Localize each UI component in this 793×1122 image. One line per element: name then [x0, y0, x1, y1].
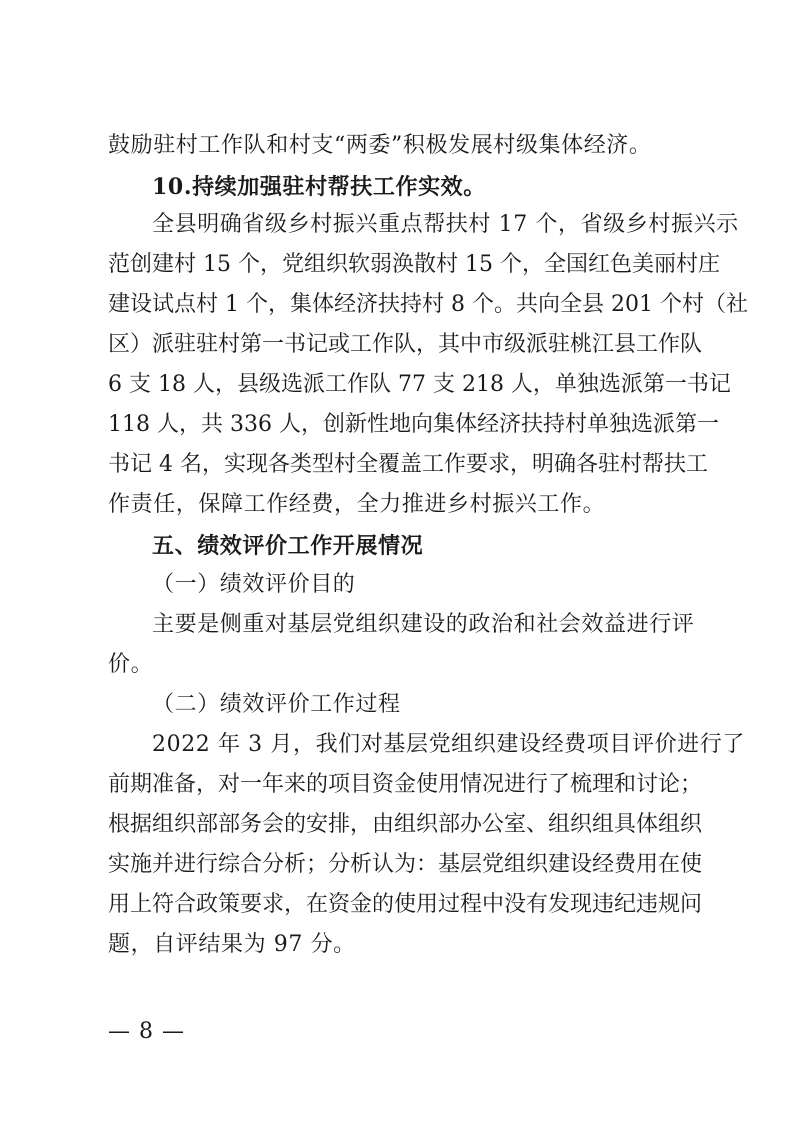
section-heading-10: 10.持续加强驻村帮扶工作实效。 — [152, 174, 486, 200]
paragraph-line: 2022 年 3 月，我们对基层党组织建设经费项目评价进行了 — [152, 732, 745, 757]
paragraph-line: 价。 — [108, 652, 154, 677]
paragraph-line: 书记 4 名，实现各类型村全覆盖工作要求，明确各驻村帮扶工 — [108, 452, 708, 477]
paragraph-line: 主要是侧重对基层党组织建设的政治和社会效益进行评 — [152, 612, 695, 637]
subsection-heading-1: （一）绩效评价目的 — [152, 572, 356, 597]
paragraph-line: 建设试点村 1 个，集体经济扶持村 8 个。共向全县 201 个村（社 — [108, 292, 748, 317]
subsection-heading-2: （二）绩效评价工作过程 — [152, 692, 401, 717]
page-number: — 8 — — [108, 1019, 185, 1044]
paragraph-line: 实施并进行综合分析；分析认为：基层党组织建设经费用在使 — [108, 852, 703, 877]
paragraph-line: 区）派驻驻村第一书记或工作队，其中市级派驻桃江县工作队 — [108, 332, 703, 357]
paragraph-line: 根据组织部部务会的安排，由组织部办公室、组织组具体组织 — [108, 812, 703, 837]
paragraph-line: 范创建村 15 个，党组织软弱涣散村 15 个，全国红色美丽村庄 — [108, 252, 720, 277]
paragraph-line: 鼓励驻村工作队和村支“两委”积极发展村级集体经济。 — [108, 133, 652, 158]
paragraph-line: 118 人，共 336 人，创新性地向集体经济扶持村单独选派第一 — [108, 412, 719, 437]
paragraph-line: 6 支 18 人，县级选派工作队 77 支 218 人，单独选派第一书记 — [108, 372, 731, 397]
paragraph-line: 题，自评结果为 97 分。 — [108, 932, 356, 957]
chapter-heading-5: 五、绩效评价工作开展情况 — [152, 534, 424, 559]
paragraph-line: 用上符合政策要求，在资金的使用过程中没有发现违纪违规问 — [108, 892, 703, 917]
paragraph-line: 作责任，保障工作经费，全力推进乡村振兴工作。 — [108, 492, 606, 517]
paragraph-line: 全县明确省级乡村振兴重点帮扶村 17 个，省级乡村振兴示 — [152, 212, 739, 237]
paragraph-line: 前期准备，对一年来的项目资金使用情况进行了梳理和讨论； — [108, 772, 703, 797]
